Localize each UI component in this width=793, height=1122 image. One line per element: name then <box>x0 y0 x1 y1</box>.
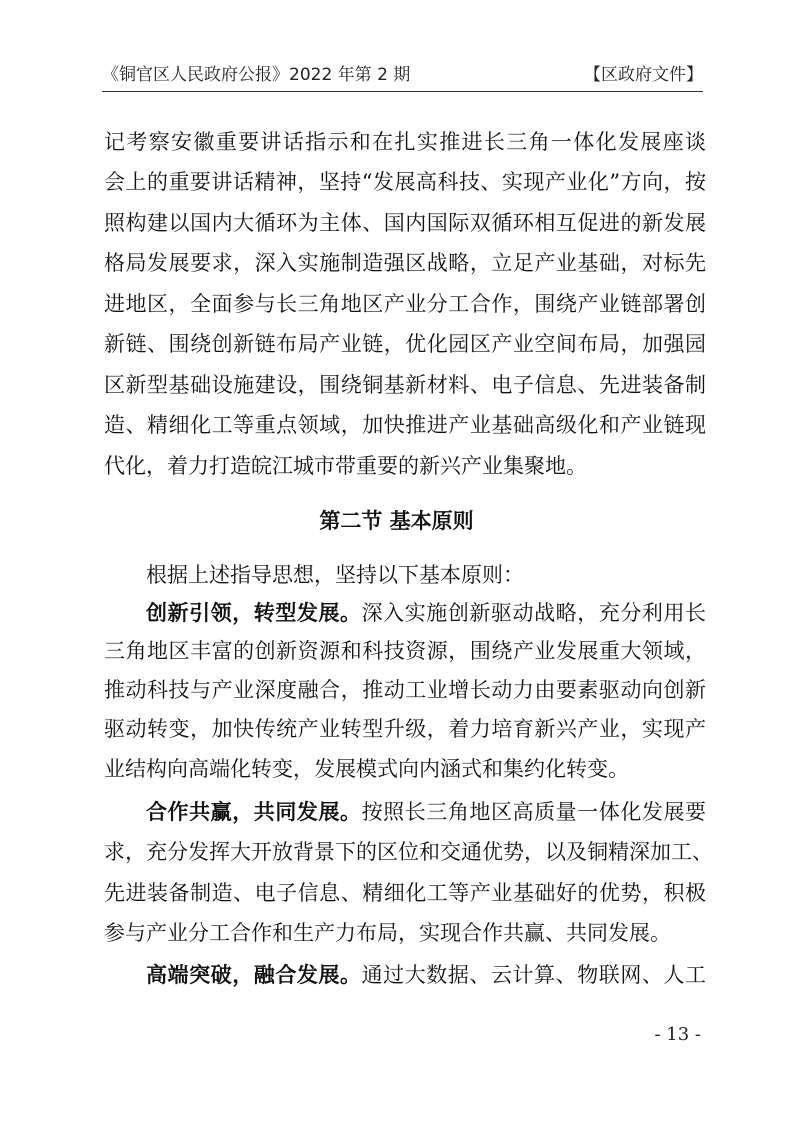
text-line: 推动科技与产业深度融合，推动工业增长动力由要素驱动向创新 <box>104 678 706 702</box>
text-line: 通过大数据、云计算、物联网、人工 <box>361 963 707 987</box>
text-line: 代化，着力打造皖江城市带重要的新兴产业集聚地。 <box>104 454 587 478</box>
journal-header: 《铜官区人民政府公报》2022 年第 2 期 <box>102 65 411 85</box>
text-line: 参与产业分工合作和生产力布局，实现合作共赢、共同发展。 <box>104 921 671 945</box>
text-line: 记考察安徽重要讲话指示和在扎实推进长三角一体化发展座谈 <box>104 130 706 154</box>
text-line: 先进装备制造、电子信息、精细化工等产业基础好的优势，积极 <box>104 881 706 905</box>
text-line: 进地区，全面参与长三角地区产业分工合作，围绕产业链部署创 <box>104 292 706 316</box>
text-line: 业结构向高端化转变，发展模式向内涵式和集约化转变。 <box>104 757 629 781</box>
principle-title: 创新引领，转型发展。 <box>146 600 362 625</box>
text-line: 三角地区丰富的创新资源和科技资源，围绕产业发展重大领域， <box>104 639 706 663</box>
text-line: 造、精细化工等重点领域，加快推进产业基础高级化和产业链现 <box>104 413 706 437</box>
text-line: 区新型基础设施建设，围绕铜基新材料、电子信息、先进装备制 <box>104 373 706 397</box>
text-line: 按照长三角地区高质量一体化发展要 <box>361 800 707 824</box>
section-header: 【区政府文件】 <box>584 65 703 85</box>
intro-line: 根据上述指导思想，坚持以下基本原则： <box>146 563 524 587</box>
text-line: 新链、围绕创新链布局产业链，优化园区产业空间布局，加强园 <box>104 332 706 356</box>
text-line: 会上的重要讲话精神，坚持“发展高科技、实现产业化”方向，按 <box>104 170 706 194</box>
text-line: 照构建以国内大循环为主体、国内国际双循环相互促进的新发展 <box>104 211 706 235</box>
text-line: 求，充分发挥大开放背景下的区位和交通优势，以及铜精深加工、 <box>104 840 713 864</box>
text-line: 驱动转变，加快传统产业转型升级，着力培育新兴产业，实现产 <box>104 717 706 741</box>
text-line: 深入实施创新驱动战略，充分利用长 <box>361 601 707 625</box>
text-line: 格局发展要求，深入实施制造强区战略，立足产业基础，对标先 <box>104 251 706 275</box>
section-heading: 第二节 基本原则 <box>319 509 474 533</box>
principle-title: 合作共赢，共同发展。 <box>146 799 362 824</box>
principle-title: 高端突破，融合发展。 <box>146 962 362 987</box>
page-number: - 13 - <box>654 1024 701 1045</box>
header-divider <box>102 91 703 92</box>
